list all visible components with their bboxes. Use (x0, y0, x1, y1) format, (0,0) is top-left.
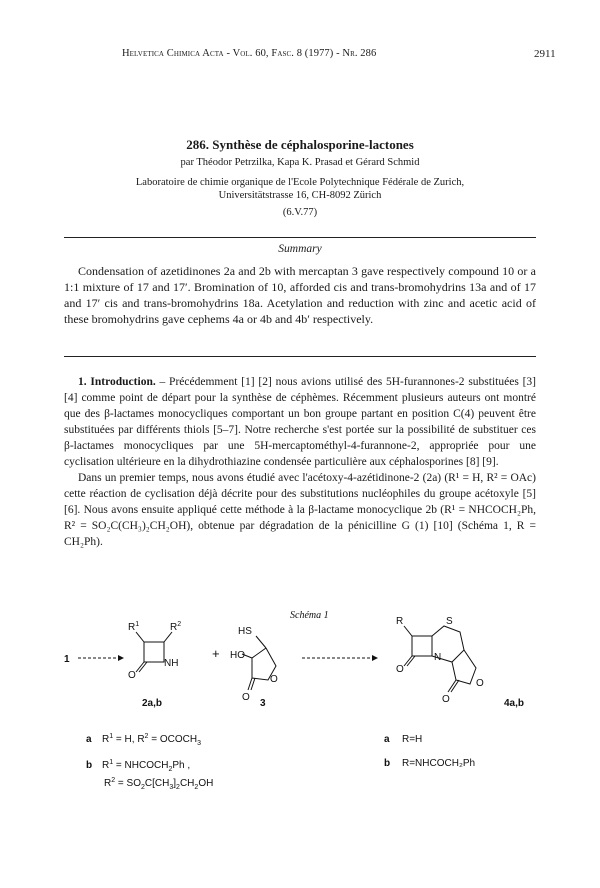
o-label-4: O (396, 664, 404, 675)
authors (0, 157, 600, 168)
affiliation-line-2: Universitätstrasse 16, CH-8092 Zürich (218, 190, 382, 201)
bottom-rule (64, 356, 536, 357)
top-rule (64, 237, 536, 238)
compound-3-label: 3 (260, 698, 266, 709)
o-label-2: O (128, 670, 136, 681)
s-label: S (446, 616, 453, 627)
compound-1-label: 1 (64, 654, 70, 665)
r1-label: $R^1$ (128, 621, 140, 633)
plus-sign: + (212, 646, 220, 661)
sub-a-right-text: R=H (402, 734, 423, 745)
intro-p1-text: – Précédemment [1] [2] nous avions utilisé des 5H-furannones-2 substituées [3] [4] comme point de départ pour la synthèse de céphèmes. Récemment plusieurs auteurs ont montré que des β-lactames monocycliques comportant un bon groupe partant en position C(4) peuvent être substituées par différents thiols [5–7]. Notre recherche s'est portée sur la possibilité de substituer ces β-lactames monocycliques par une 5H-mercaptométhyl-4-furannone-2, appropriée pour une cyclisation ultérieure en la dihydrothiazine condensée particulière aux céphalosporines [8] [9]. (64, 376, 536, 468)
compound-4ab-label: 4a,b (504, 698, 525, 709)
hs-label: HS (238, 626, 252, 637)
intro-paragraph-1 (64, 374, 536, 470)
scheme-1 (52, 610, 572, 810)
page-number: 2911 (534, 48, 556, 60)
o-label-3: O (242, 692, 250, 703)
o-ring-label-3: O (270, 674, 278, 685)
running-header: Helvetica Chimica Acta - Vol. 60, Fasc. 8 (1977) - Nr. 286 (122, 48, 377, 59)
affiliation (0, 176, 600, 202)
nh-label: NH (164, 658, 179, 669)
summary-text (64, 263, 536, 327)
sub-a-left-key: a (86, 734, 92, 745)
ho-label: HO (230, 650, 245, 661)
summary-heading: Summary (278, 243, 322, 255)
affiliation-line-1: Laboratoire de chimie organique de l'Ecole Polytechnique Fédérale de Zurich, (135, 177, 465, 188)
sub-a-right-key: a (384, 734, 390, 745)
arrowhead-right (372, 655, 378, 661)
o-ring-label-4: O (476, 678, 484, 689)
introduction (64, 374, 536, 550)
r2-label: $R^2$ (170, 621, 182, 633)
sub-a-left-text: $R^1 = H$, $R^2$ = $OCOCH_3$ (102, 733, 201, 747)
sub-b-left-key: b (86, 760, 93, 771)
authors-text: par Théodor Petrzilka, Kapa K. Prasad et Gérard Schmid (180, 157, 420, 168)
n-label: N (434, 652, 442, 663)
compound-2ab-label: 2a,b (142, 698, 163, 709)
r-label: R (396, 616, 404, 627)
sub-b-right-text: R=NHCOCH₂Ph (402, 758, 476, 769)
sub-b-left-text-2: $R^2 = SO_2C[CH_3]_2CH_2OH$ (104, 777, 214, 791)
summary-paragraph: Condensation of azetidinones 2a and 2b with mercaptan 3 gave respectively compound 10 or a 1:1 mixture of 17 and 17′. Bromination of 10, afforded cis and trans-bromohydrins 13a and of 17 and 17′ cis and trans-bromohydrins 18a. Acetylation and reduction with zinc and acetic acid of these bromohydrins gave cephems 4a or 4b and 4b′ respectively. (64, 264, 536, 326)
intro-heading: 1. Introduction. (78, 376, 156, 388)
intro-paragraph-2: Dans un premier temps, nous avons étudié avec l'acétoxy-4-azétidinone-2 (2a) (R¹ = H, R² = OAc) cette réaction de cyclisation déjà décrite pour des substitutions nucléophiles du groupe acétoxyle [5] [6]. Nous avons ensuite appliqué cette méthode à la β-lactame monocyclique 2b (R¹ = NHCOCH₂Ph, R² = SO₂C(CH₃)₂CH₂OH), obtenue par dégradation de la pénicilline G (1) [10] (Schéma 1, R = CH₂Ph). (64, 472, 536, 548)
scheme-caption: Schéma 1 (290, 610, 329, 621)
received-date: (6.V.77) (282, 207, 318, 218)
sub-b-left-text-1: $R^1$ = $NHCOCH_2Ph$ , (102, 759, 191, 773)
arrowhead-left (118, 655, 124, 661)
sub-b-right-key: b (384, 758, 391, 769)
paper-title: 286. Synthèse de céphalosporine-lactones (186, 137, 414, 152)
o-label-4b: O (442, 694, 450, 705)
